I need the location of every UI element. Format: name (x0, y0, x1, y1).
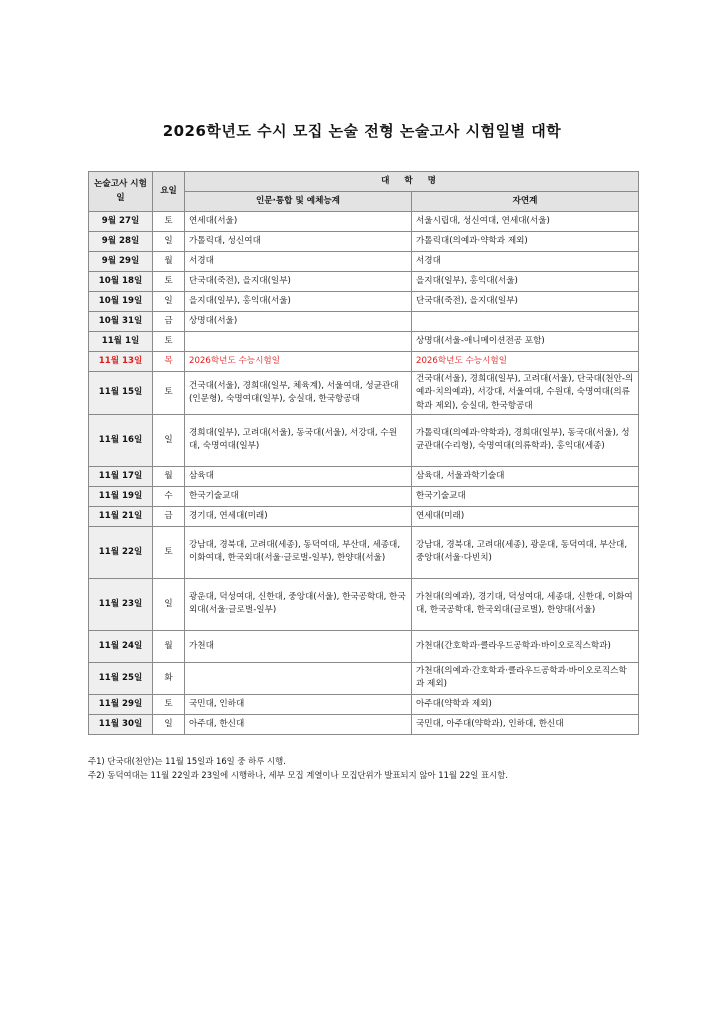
weekday-cell: 화 (153, 662, 185, 694)
humanities-cell: 아주대, 한신대 (185, 714, 412, 734)
weekday-cell: 토 (153, 526, 185, 578)
footnote-1: 주1) 단국대(천안)는 11월 15일과 16일 중 하루 시행. (88, 756, 286, 766)
weekday-cell: 월 (153, 630, 185, 662)
humanities-cell: 강남대, 경북대, 고려대(세종), 동덕여대, 부산대, 세종대, 이화여대, 한국외대(서울·글로벌-일부), 한양대(서울) (185, 526, 412, 578)
table-row (89, 212, 639, 232)
science-cell: 건국대(서울), 경희대(일부), 고려대(서울), 단국대(천안-의예과·치의예과), 서강대, 서울여대, 수원대, 숙명여대(의류학과 제외), 숭실대, 한국항공대 (412, 372, 639, 415)
weekday-header: 요일 (153, 172, 185, 212)
weekday-cell: 일 (153, 414, 185, 466)
science-cell: 연세대(미래) (412, 506, 639, 526)
table-row (89, 630, 639, 662)
table-row (89, 466, 639, 486)
humanities-cell: 을지대(일부), 홍익대(서울) (185, 292, 412, 312)
exam-date-cell: 9월 29일 (89, 252, 153, 272)
table-row (89, 506, 639, 526)
science-cell: 가천대(의예과), 경기대, 덕성여대, 세종대, 신한대, 이화여대, 한국공학대, 한국외대(글로벌), 한양대(서울) (412, 578, 639, 630)
humanities-cell: 경희대(일부), 고려대(서울), 동국대(서울), 서강대, 수원대, 숙명여대(일부) (185, 414, 412, 466)
table-row (89, 414, 639, 466)
science-cell: 단국대(죽전), 을지대(일부) (412, 292, 639, 312)
exam-date-cell: 11월 17일 (89, 466, 153, 486)
weekday-cell: 일 (153, 714, 185, 734)
exam-date-cell: 10월 18일 (89, 272, 153, 292)
weekday-cell: 수 (153, 486, 185, 506)
table-row (89, 372, 639, 415)
table-row (89, 486, 639, 506)
table-row (89, 352, 639, 372)
weekday-cell: 월 (153, 466, 185, 486)
schedule-table (88, 171, 639, 735)
humanities-cell (185, 662, 412, 694)
humanities-cell: 가톨릭대, 성신여대 (185, 232, 412, 252)
science-cell: 2026학년도 수능시험일 (412, 352, 639, 372)
weekday-cell: 토 (153, 694, 185, 714)
humanities-cell: 건국대(서울), 경희대(일부, 체육계), 서울여대, 성균관대(인문형), 숙명여대(일부), 숭실대, 한국항공대 (185, 372, 412, 415)
weekday-cell: 토 (153, 372, 185, 415)
university-header: 대 학 명 (185, 172, 639, 192)
table-row (89, 272, 639, 292)
weekday-cell: 월 (153, 252, 185, 272)
weekday-cell: 일 (153, 232, 185, 252)
exam-date-cell: 10월 31일 (89, 312, 153, 332)
exam-date-cell: 11월 1일 (89, 332, 153, 352)
table-row (89, 232, 639, 252)
humanities-cell: 가천대 (185, 630, 412, 662)
humanities-cell: 서경대 (185, 252, 412, 272)
exam-date-cell: 11월 24일 (89, 630, 153, 662)
science-cell: 삼육대, 서울과학기술대 (412, 466, 639, 486)
humanities-cell: 상명대(서울) (185, 312, 412, 332)
exam-date-header: 논술고사 시험일 (89, 172, 153, 212)
humanities-cell: 2026학년도 수능시험일 (185, 352, 412, 372)
weekday-cell: 토 (153, 212, 185, 232)
humanities-cell: 단국대(죽전), 을지대(일부) (185, 272, 412, 292)
science-cell: 강남대, 경북대, 고려대(세종), 광운대, 동덕여대, 부산대, 중앙대(서울·다빈치) (412, 526, 639, 578)
table-row (89, 578, 639, 630)
science-cell: 상명대(서울-애니메이션전공 포함) (412, 332, 639, 352)
exam-date-cell: 9월 28일 (89, 232, 153, 252)
table-row (89, 312, 639, 332)
schedule-body (89, 212, 639, 735)
exam-date-cell: 11월 30일 (89, 714, 153, 734)
science-cell: 한국기술교대 (412, 486, 639, 506)
humanities-cell: 광운대, 덕성여대, 신한대, 중앙대(서울), 한국공학대, 한국외대(서울·글로벌-일부) (185, 578, 412, 630)
science-cell: 가톨릭대(의예과·약학과), 경희대(일부), 동국대(서울), 성균관대(수리형), 숙명여대(의류학과), 홍익대(세종) (412, 414, 639, 466)
science-cell: 서경대 (412, 252, 639, 272)
table-row (89, 332, 639, 352)
weekday-cell: 금 (153, 312, 185, 332)
humanities-header: 인문·통합 및 예체능계 (185, 192, 412, 212)
science-cell: 국민대, 아주대(약학과), 인하대, 한신대 (412, 714, 639, 734)
weekday-cell: 토 (153, 332, 185, 352)
exam-date-cell: 11월 13일 (89, 352, 153, 372)
humanities-cell: 연세대(서울) (185, 212, 412, 232)
humanities-cell (185, 332, 412, 352)
humanities-cell: 삼육대 (185, 466, 412, 486)
exam-date-cell: 11월 21일 (89, 506, 153, 526)
science-cell: 을지대(일부), 홍익대(서울) (412, 272, 639, 292)
exam-date-cell: 11월 16일 (89, 414, 153, 466)
humanities-cell: 한국기술교대 (185, 486, 412, 506)
humanities-cell: 경기대, 연세대(미래) (185, 506, 412, 526)
table-row (89, 662, 639, 694)
science-cell: 가천대(간호학과·클라우드공학과·바이오로직스학과) (412, 630, 639, 662)
humanities-cell: 국민대, 인하대 (185, 694, 412, 714)
weekday-cell: 금 (153, 506, 185, 526)
footnote-2: 주2) 동덕여대는 11월 22일과 23일에 시행하나, 세부 모집 계열이나 모집단위가 발표되지 않아 11월 22일 표시함. (88, 770, 508, 781)
exam-date-cell: 11월 25일 (89, 662, 153, 694)
table-row (89, 714, 639, 734)
weekday-cell: 일 (153, 578, 185, 630)
exam-date-cell: 11월 15일 (89, 372, 153, 415)
page-title: 2026학년도 수시 모집 논술 전형 논술고사 시험일별 대학 (162, 122, 562, 140)
weekday-cell: 목 (153, 352, 185, 372)
table-row (89, 292, 639, 312)
table-row (89, 526, 639, 578)
table-row (89, 694, 639, 714)
exam-date-cell: 11월 23일 (89, 578, 153, 630)
table-row (89, 252, 639, 272)
exam-date-cell: 11월 19일 (89, 486, 153, 506)
weekday-cell: 일 (153, 292, 185, 312)
exam-date-cell: 9월 27일 (89, 212, 153, 232)
exam-date-cell: 11월 29일 (89, 694, 153, 714)
science-cell: 가톨릭대(의예과·약학과 제외) (412, 232, 639, 252)
weekday-cell: 토 (153, 272, 185, 292)
science-header: 자연계 (412, 192, 639, 212)
footnotes (88, 754, 688, 783)
science-cell: 서울시립대, 성신여대, 연세대(서울) (412, 212, 639, 232)
science-cell: 아주대(약학과 제외) (412, 694, 639, 714)
science-cell (412, 312, 639, 332)
science-cell: 가천대(의예과·간호학과·클라우드공학과·바이오로직스학과 제외) (412, 662, 639, 694)
exam-date-cell: 10월 19일 (89, 292, 153, 312)
exam-date-cell: 11월 22일 (89, 526, 153, 578)
